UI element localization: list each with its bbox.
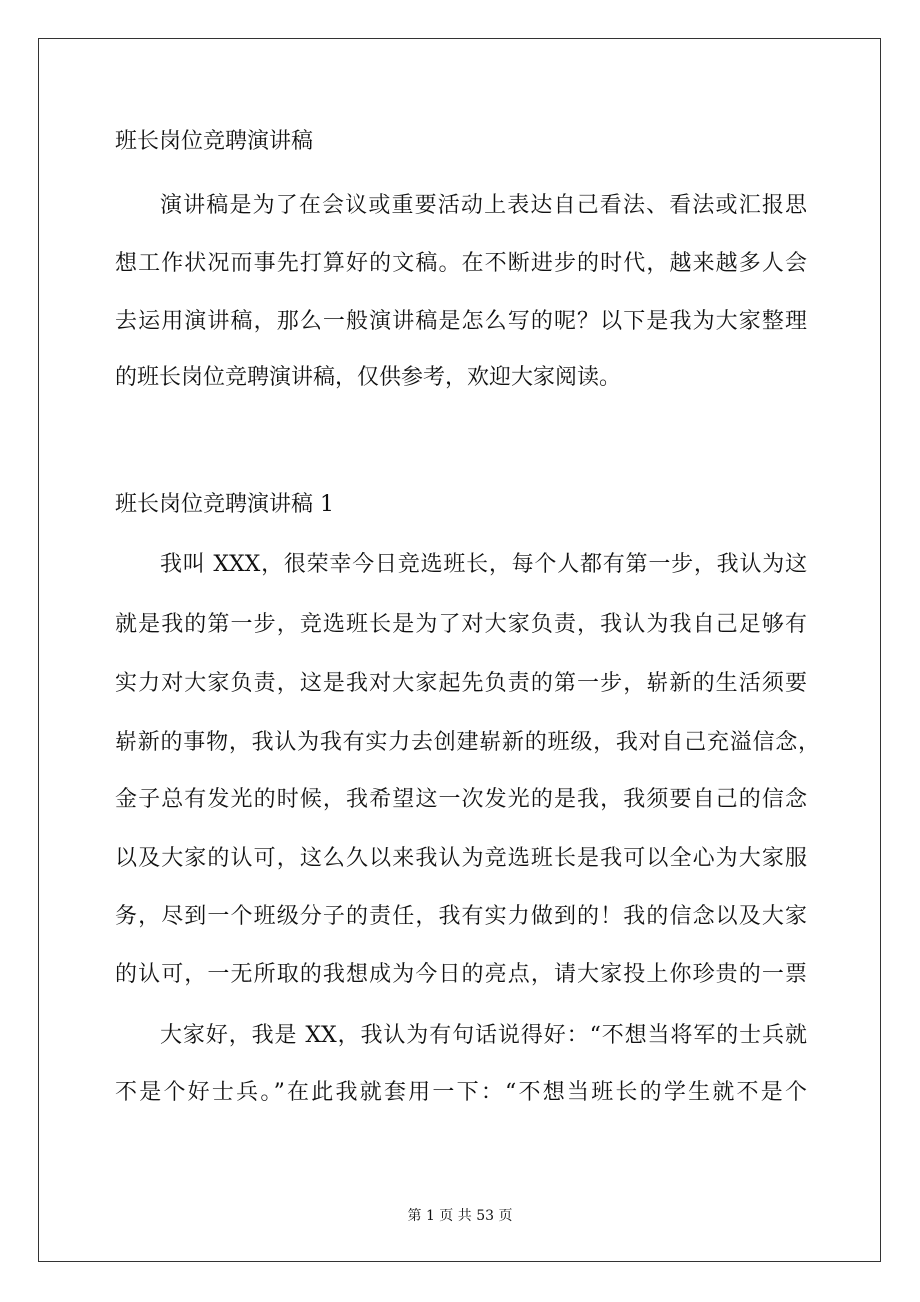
- page-footer: 第 1 页 共 53 页: [407, 1208, 513, 1224]
- para1-line: 以及大家的认可，这么久以来我认为竞选班长是我可以全心为大家服: [115, 846, 807, 871]
- para1-line: 的认可，一无所取的我想成为今日的亮点，请大家投上你珍贵的一票: [115, 962, 807, 987]
- para1-line: 就是我的第一步，竞选班长是为了对大家负责，我认为我自己足够有: [115, 612, 807, 637]
- intro-line: 演讲稿是为了在会议或重要活动上表达自己看法、看法或汇报思: [160, 193, 807, 218]
- para1-line: 实力对大家负责，这是我对大家起先负责的第一步，崭新的生活须要: [115, 671, 807, 696]
- para1-line: 务，尽到一个班级分子的责任，我有实力做到的！我的信念以及大家: [115, 904, 807, 929]
- para2-line: 大家好，我是 XX，我认为有句话说得好：“不想当将军的士兵就: [160, 1023, 807, 1048]
- intro-line: 的班长岗位竞聘演讲稿，仅供参考，欢迎大家阅读。: [115, 365, 622, 390]
- document-title: 班长岗位竞聘演讲稿: [115, 129, 314, 154]
- para1-line: 崭新的事物，我认为我有实力去创建崭新的班级，我对自己充溢信念，: [115, 730, 820, 755]
- para1-line: 金子总有发光的时候，我希望这一次发光的是我，我须要自己的信念: [115, 787, 807, 812]
- intro-line: 去运用演讲稿，那么一般演讲稿是怎么写的呢？以下是我为大家整理: [115, 309, 807, 334]
- para1-line: 我叫 XXX，很荣幸今日竞选班长，每个人都有第一步，我认为这: [160, 552, 807, 577]
- intro-line: 想工作状况而事先打算好的文稿。在不断进步的时代，越来越多人会: [115, 251, 807, 276]
- para2-line: 不是个好士兵。”在此我就套用一下：“不想当班长的学生就不是个: [115, 1080, 807, 1105]
- section-heading: 班长岗位竞聘演讲稿 1: [115, 492, 334, 517]
